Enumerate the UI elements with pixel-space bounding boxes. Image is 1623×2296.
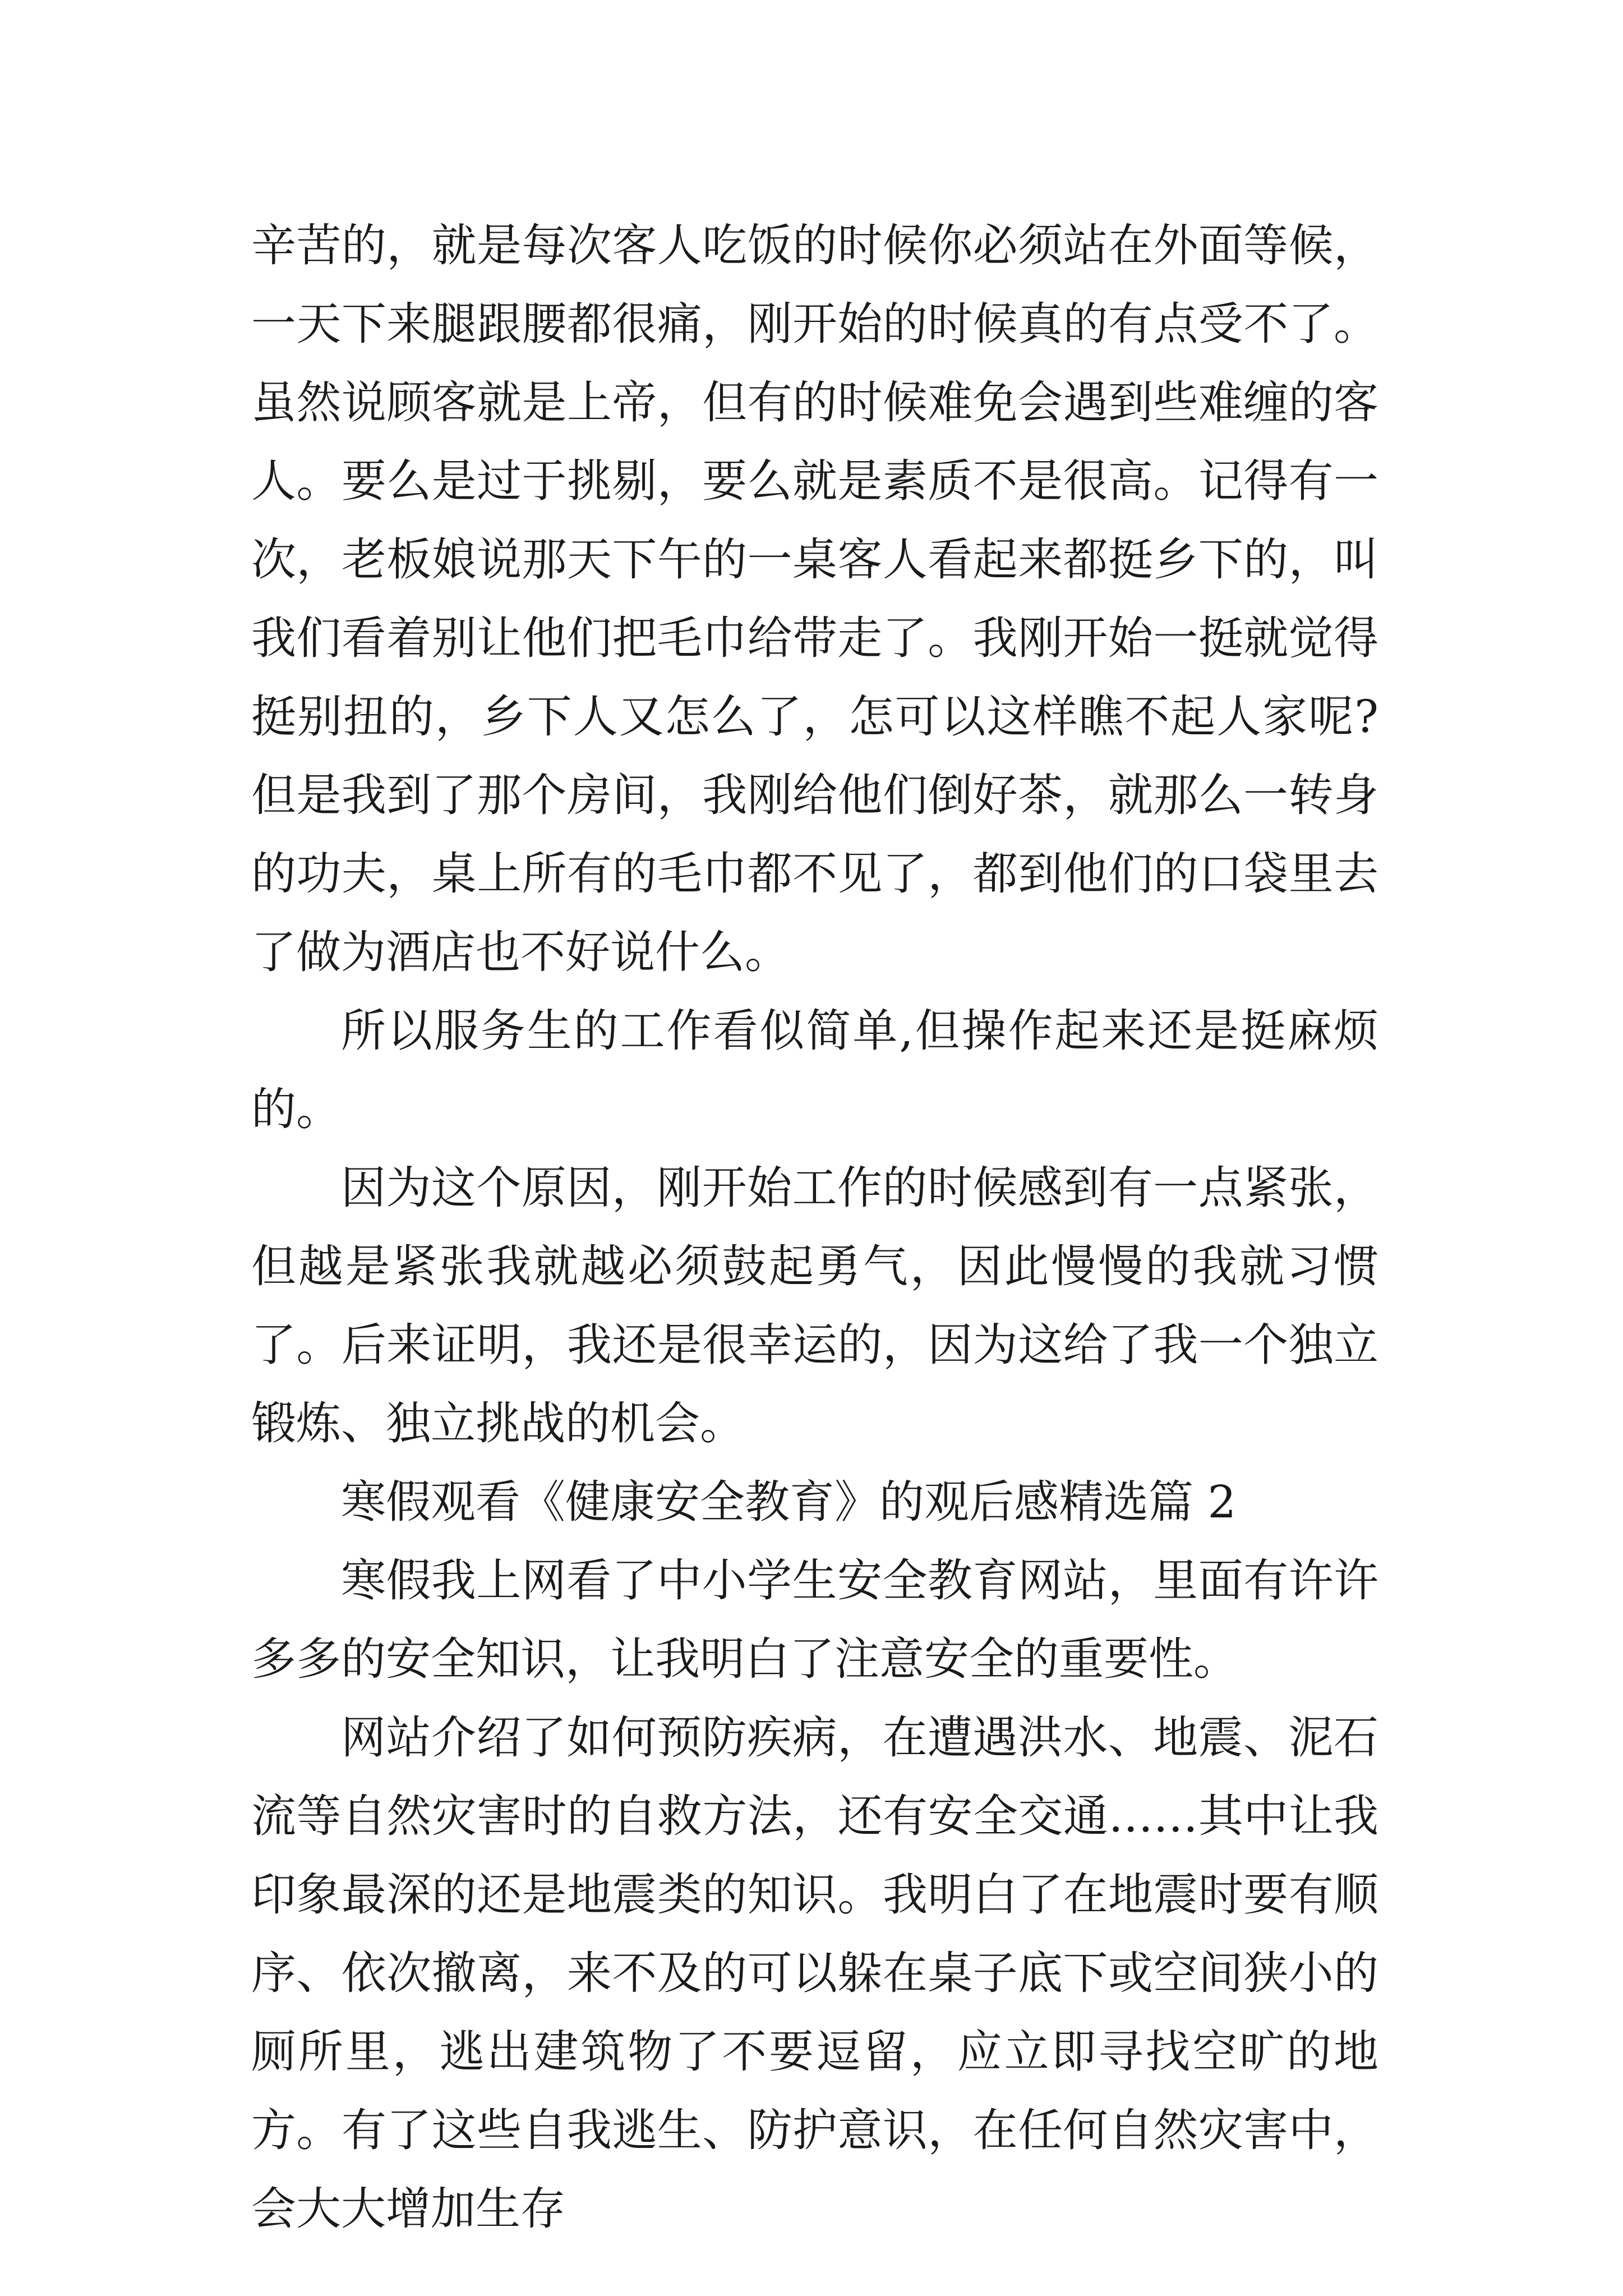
paragraph-continuation: 辛苦的，就是每次客人吃饭的时候你必须站在外面等候，一天下来腿跟腰都很痛，刚开始的时候真的有点受不了。虽然说顾客就是上帝，但有的时候难免会遇到些难缠的客人。要么是过于挑剔，要么就是素质不是很高。记得有一次，老板娘说那天下午的一桌客人看起来都挺乡下的，叫我们看着别让他们把毛巾给带走了。我刚开始一挺就觉得挺别扭的，乡下人又怎么了，怎可以这样瞧不起人家呢?但是我到了那个房间，我刚给他们倒好茶，就那么一转身的功夫，桌上所有的毛巾都不见了，都到他们的口袋里去了做为酒店也不好说什么。	[251, 219, 1378, 978]
document-body	[251, 206, 1378, 2248]
paragraph-earthquake: 网站介绍了如何预防疾病，在遭遇洪水、地震、泥石流等自然灾害时的自救方法，还有安全交通……其中让我印象最深的还是地震类的知识。我明白了在地震时要有顺序、依次撤离，来不及的可以躲在桌子底下或空间狭小的厕所里，逃出建筑物了不要逗留，应立即寻找空旷的地方。有了这些自我逃生、防护意识，在任何自然灾害中，会大大增加生存	[251, 1711, 1378, 2235]
paragraph-service-work: 所以服务生的工作看似简单,但操作起来还是挺麻烦的。	[251, 1005, 1378, 1135]
section-heading: 寒假观看《健康安全教育》的观后感精选篇 2	[341, 1476, 1237, 1528]
paragraph-website: 寒假我上网看了中小学生安全教育网站，里面有许许多多的安全知识，让我明白了注意安全的重要性。	[251, 1554, 1378, 1685]
paragraph-nervous: 因为这个原因，刚开始工作的时候感到有一点紧张，但越是紧张我就越必须鼓起勇气，因此慢慢的我就习惯了。后来证明，我还是很幸运的，因为这给了我一个独立锻炼、独立挑战的机会。	[251, 1162, 1378, 1450]
